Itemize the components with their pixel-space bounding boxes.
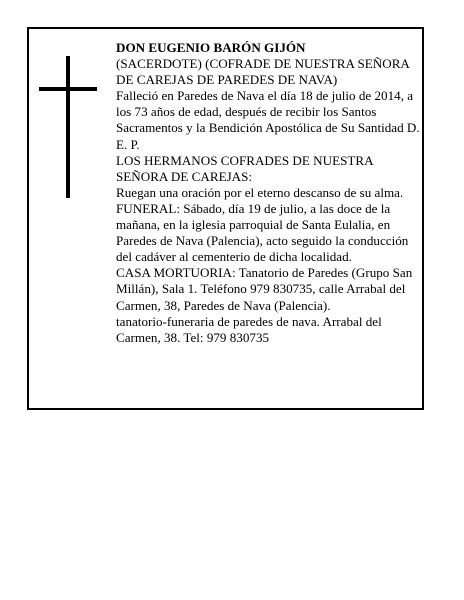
family-heading: LOS HERMANOS COFRADES DE NUESTRA SEÑORA DE CAREJAS: (116, 152, 373, 184)
title-affiliation: (SACERDOTE) (COFRADE DE NUESTRA SEÑORA DE CAREJAS DE PAREDES DE NAVA) (116, 56, 410, 88)
cross-icon (39, 56, 97, 198)
funeral-home-contact: tanatorio-funeraria de paredes de nava. Arrabal del Carmen, 38. Tel: 979 830735 (116, 313, 382, 345)
obituary-notice (27, 27, 424, 410)
prayer-request: Ruegan una oración por el eterno descanso de su alma. (116, 184, 404, 200)
funeral-details: FUNERAL: Sábado, día 19 de julio, a las doce de la mañana, en la iglesia parroquial de Santa Eulalia, en Paredes de Nava (Palencia), acto seguido la conducción del cadáver al cementerio de dicha localidad. (116, 200, 409, 265)
death-details: Falleció en Paredes de Nava el día 18 de julio de 2014, a los 73 años de edad, después de recibir los Santos Sacramentos y la Bendición Apostólica de Su Santidad D. E. P. (116, 88, 420, 152)
funeral-home-details: CASA MORTUORIA: Tanatorio de Paredes (Grupo San Millán), Sala 1. Teléfono 979 830735, calle Arrabal del Carmen, 38, Paredes de Nava (Palencia). (116, 265, 413, 313)
deceased-name: DON EUGENIO BARÓN GIJÓN (116, 40, 306, 55)
obituary-text (116, 40, 422, 346)
